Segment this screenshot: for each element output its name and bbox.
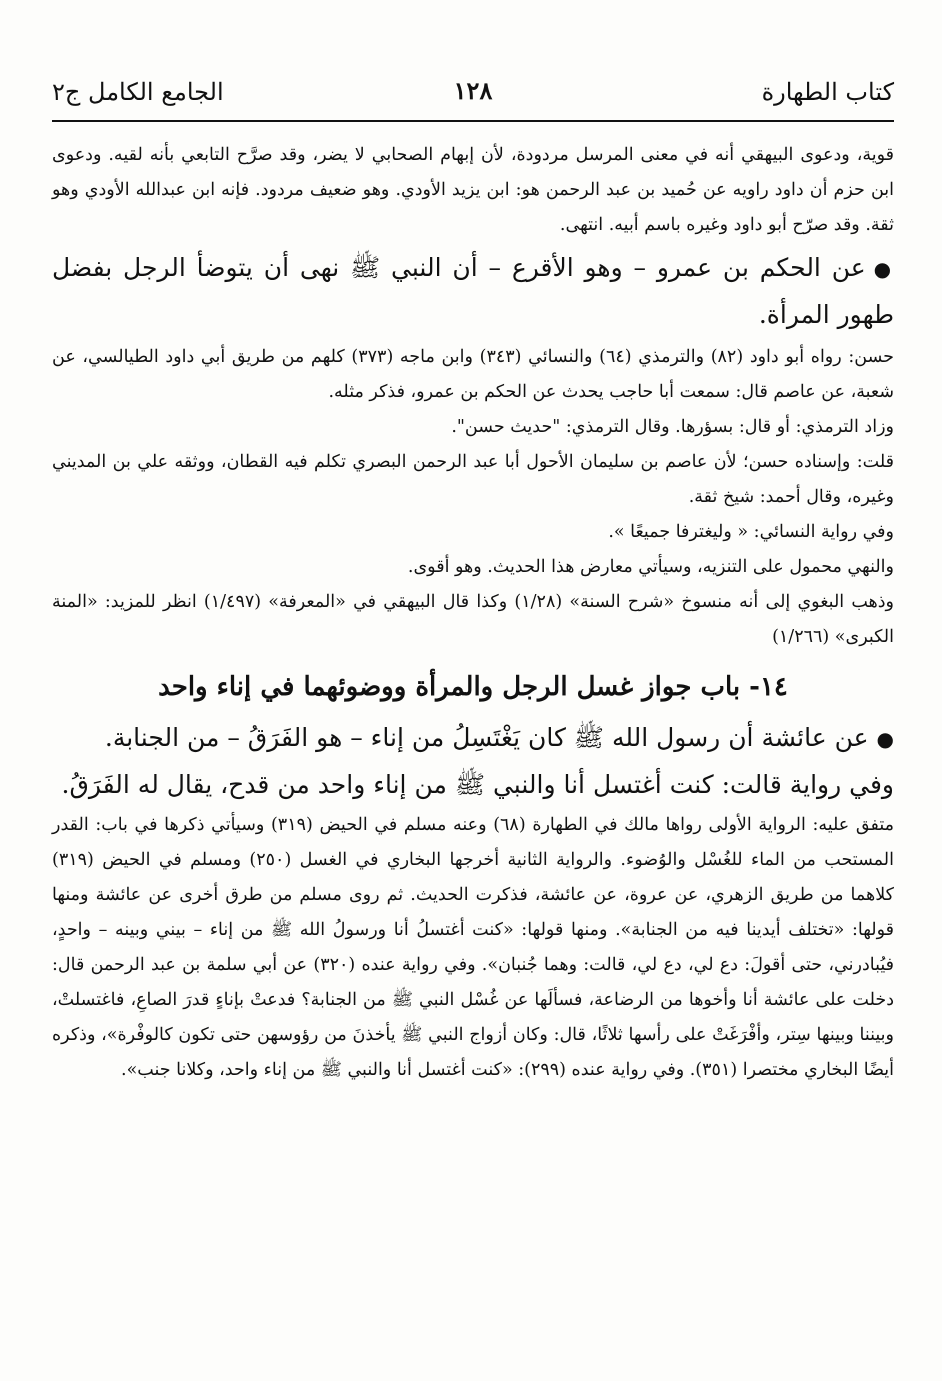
bullet-icon: ● — [876, 727, 894, 751]
paragraph: وزاد الترمذي: أو قال: بسؤرها. وقال الترمذي: "حديث حسن". — [451, 417, 894, 437]
paragraph: حسن: رواه أبو داود (٨٢) والترمذي (٦٤) والنسائي (٣٤٣) وابن ماجه (٣٧٣) كلهم من طريق أبي داود الطيالسي، عن شعبة، عن عاصم قال: سمعت أبا حاجب يحدث عن الحكم بن عمرو، فذكر مثله. — [52, 347, 894, 402]
book-title: الجامع الكامل ج٢ — [52, 78, 224, 106]
bullet-icon: ● — [873, 257, 894, 281]
paragraph: وفي رواية النسائي: « وليغترفا جميعًا ». — [608, 522, 894, 542]
page-body — [52, 138, 894, 1088]
hadith-paragraph: ●عن الحكم بن عمرو – وهو الأقرع – أن النبي ﷺ نهى أن يتوضأ الرجل بفضل طهور المرأة. — [52, 253, 894, 329]
section-heading: ١٤- باب جواز غسل الرجل والمرأة ووضوئهما في إناء واحد — [158, 672, 788, 702]
paragraph: متفق عليه: الرواية الأولى رواها مالك في الطهارة (٦٨) وعنه مسلم في الحيض (٣١٩) وسيأتي ذكرها في باب: القدر المستحب من الماء للغُسْل والوُضوء. والرواية الثانية أخرجها البخاري في الغسل (٢٥٠) ومسلم في الحيض (٣١٩) كلاهما من طريق الزهري، عن عروة، عن عائشة، فذكرت الحديث. ثم روى مسلم من طرق أخرى عن عائشة ومنها قولها: «تختلف أيدينا فيه من الجنابة». ومنها قولها: «كنت أغتسلُ أنا ورسولُ الله ﷺ من إناء – بيني وبينه – واحدٍ، فيُبادرني، حتى أقولَ: دع لي، دع لي، قالت: وهما جُنبان». وفي رواية عنده (٣٢٠) عن أبي سلمة بن عبد الرحمن قال: دخلت على عائشة أنا وأخوها من الرضاعة، فسألَها عن غُسْل النبي ﷺ من الجنابة؟ فدعتْ بإناءٍ قدرَ الصاعِ، فاغتسلتْ، وبيننا وبينها سِتر، وأفْرَغَتْ على رأسها ثلاثًا، قال: وكان أزواج النبي ﷺ يأخذنَ من رؤوسهن حتى تكون كالوفْرة»، وذكره أيضًا البخاري مختصرا (٣٥١). وفي رواية عنده (٢٩٩): «كنت أغتسل أنا والنبي ﷺ من إناء واحد، وكلانا جنب». — [52, 815, 894, 1080]
paragraph: قلت: وإسناده حسن؛ لأن عاصم بن سليمان الأحول أبا عبد الرحمن البصري تكلم فيه القطان، ووثقه علي بن المديني وغيره، وقال أحمد: شيخ ثقة. — [52, 452, 894, 507]
page-number: ١٢٨ — [453, 76, 493, 105]
paragraph: وذهب البغوي إلى أنه منسوخ «شرح السنة» (١/٢٨) وكذا قال البيهقي في «المعرفة» (١/٤٩٧) انظر للمزيد: «المنة الكبرى» (١/٢٦٦) — [52, 592, 895, 647]
chapter-title: كتاب الطهارة — [761, 78, 894, 106]
paragraph: قوية، ودعوى البيهقي أنه في معنى المرسل مردودة، لأن إبهام الصحابي لا يضر، وقد صرَّح التابعي بأنه لقيه. ودعوى ابن حزم أن داود راويه عن حُميد بن عبد الرحمن هو: ابن يزيد الأودي. وهو ضعيف مردود. فإنه ابن عبدالله الأودي وهو ثقة. وقد صرّح أبو داود وغيره باسم أبيه. انتهى. — [52, 145, 894, 235]
hadith-paragraph: ●عن عائشة أن رسول الله ﷺ كان يَغْتَسِلُ من إناء – هو الفَرَقُ – من الجنابة. — [104, 723, 894, 752]
page-header — [52, 72, 894, 112]
hadith-paragraph: وفي رواية قالت: كنت أغتسل أنا والنبي ﷺ من إناء واحد من قدح، يقال له الفَرَقُ. — [61, 770, 894, 799]
header-divider — [52, 120, 894, 122]
paragraph: والنهي محمول على التنزيه، وسيأتي معارض هذا الحديث. وهو أقوى. — [407, 557, 894, 577]
